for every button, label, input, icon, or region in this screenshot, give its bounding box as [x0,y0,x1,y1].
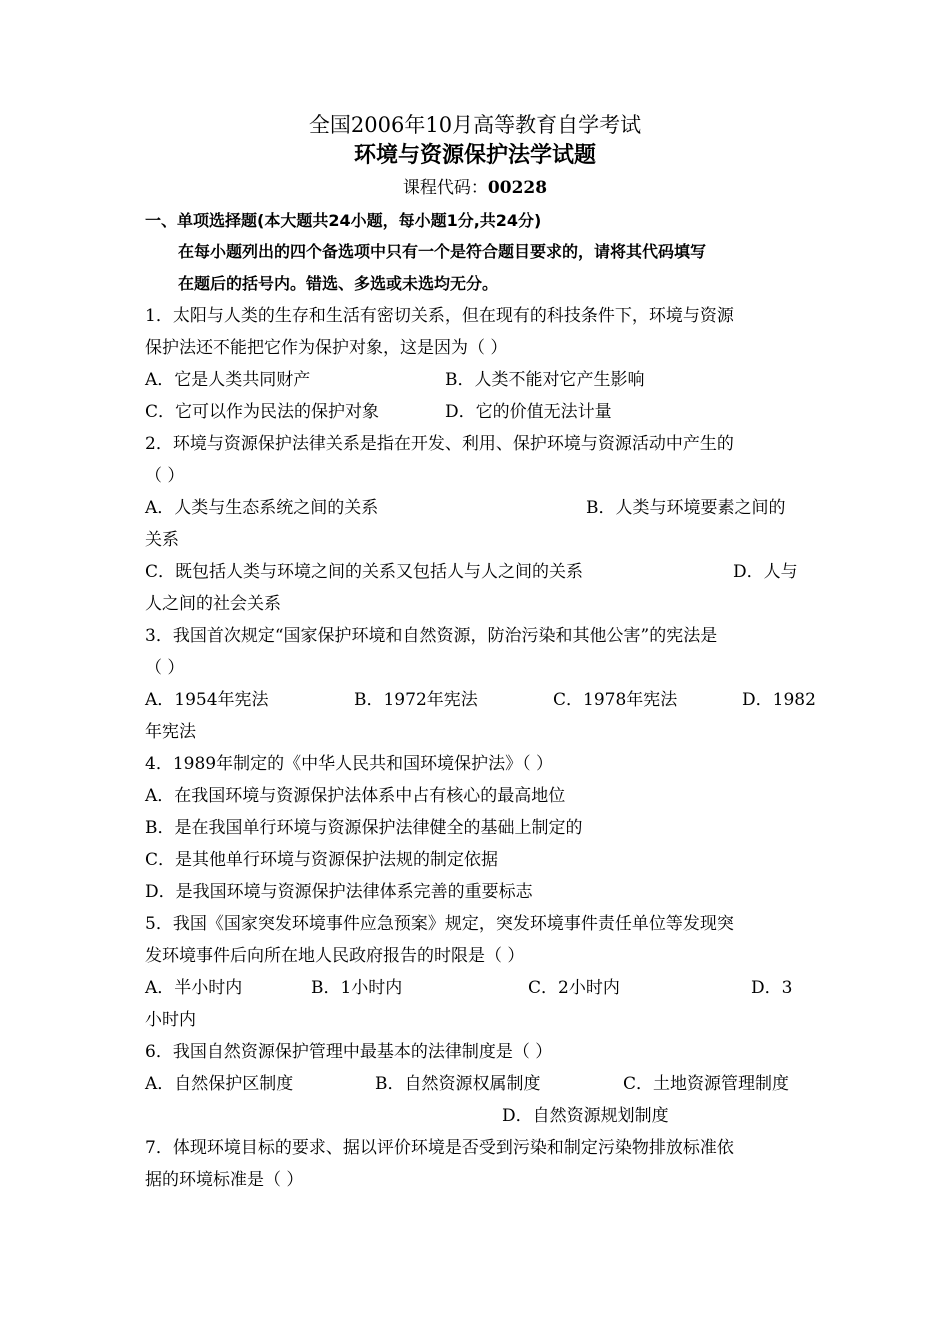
question-stem: （ ） [145,466,185,486]
section-heading: 一、单项选择题(本大题共24小题，每小题1分,共24分) [145,211,542,230]
option-d-continued: 年宪法 [145,722,196,742]
option-d: D．自然资源规划制度 [502,1106,669,1126]
question-stem: 7．体现环境目标的要求、据以评价环境是否受到污染和制定污染物排放标准依 [145,1138,734,1158]
option-b: B．1小时内 [311,978,403,998]
option-d: D．3 [751,978,793,998]
option-c: C．它可以作为民法的保护对象 [145,402,380,422]
option-d: D．人与 [733,562,798,582]
option-a: A．半小时内 [145,978,243,998]
option-c: C．1978年宪法 [553,690,678,710]
option-c: C．既包括人类与环境之间的关系又包括人与人之间的关系 [145,562,584,582]
question-stem: 据的环境标准是（ ） [145,1170,304,1190]
question-stem: 5．我国《国家突发环境事件应急预案》规定，突发环境事件责任单位等发现突 [145,914,734,934]
option-c: C．是其他单行环境与资源保护法规的制定依据 [145,850,499,870]
exam-title: 环境与资源保护法学试题 [353,143,596,168]
option-d: D．1982 [742,690,816,710]
question-stem: （ ） [145,658,185,678]
question-stem: 3．我国首次规定“国家保护环境和自然资源，防治污染和其他公害”的宪法是 [145,626,718,646]
option-b: B．1972年宪法 [354,690,478,710]
option-a: A．1954年宪法 [145,690,269,710]
option-c: C．2小时内 [528,978,620,998]
option-b: B．是在我国单行环境与资源保护法律健全的基础上制定的 [145,818,583,838]
option-d: D．是我国环境与资源保护法律体系完善的重要标志 [145,882,533,902]
option-b: B．人类与环境要素之间的 [586,498,786,518]
course-code-label: 课程代码： [402,178,488,198]
question-stem: 1．太阳与人类的生存和生活有密切关系，但在现有的科技条件下，环境与资源 [145,306,734,326]
option-b: B．人类不能对它产生影响 [445,370,645,390]
exam-header: 全国2006年10月高等教育自学考试 [308,113,642,137]
question-stem: 4．1989年制定的《中华人民共和国环境保护法》（ ） [145,754,553,774]
option-d: D．它的价值无法计量 [445,402,612,422]
option-d-continued: 人之间的社会关系 [145,594,281,614]
question-stem: 2．环境与资源保护法律关系是指在开发、利用、保护环境与资源活动中产生的 [145,434,734,454]
question-stem: 6．我国自然资源保护管理中最基本的法律制度是（ ） [145,1042,553,1062]
option-a: A．自然保护区制度 [145,1074,294,1094]
option-a: A．在我国环境与资源保护法体系中占有核心的最高地位 [145,786,566,806]
section-instruction: 在题后的括号内。错选、多选或未选均无分。 [178,274,499,293]
option-c: C．土地资源管理制度 [623,1074,790,1094]
option-a: A．人类与生态系统之间的关系 [145,498,379,518]
section-instruction: 在每小题列出的四个备选项中只有一个是符合题目要求的，请将其代码填写 [178,242,707,261]
option-b-continued: 关系 [145,530,179,550]
question-stem: 保护法还不能把它作为保护对象，这是因为（ ） [145,338,508,358]
course-code [0,176,950,200]
question-stem: 发环境事件后向所在地人民政府报告的时限是（ ） [145,946,525,966]
course-code-value: 00228 [487,178,548,198]
option-d-continued: 小时内 [145,1010,196,1030]
option-a: A．它是人类共同财产 [145,370,311,390]
option-b: B．自然资源权属制度 [375,1074,541,1094]
